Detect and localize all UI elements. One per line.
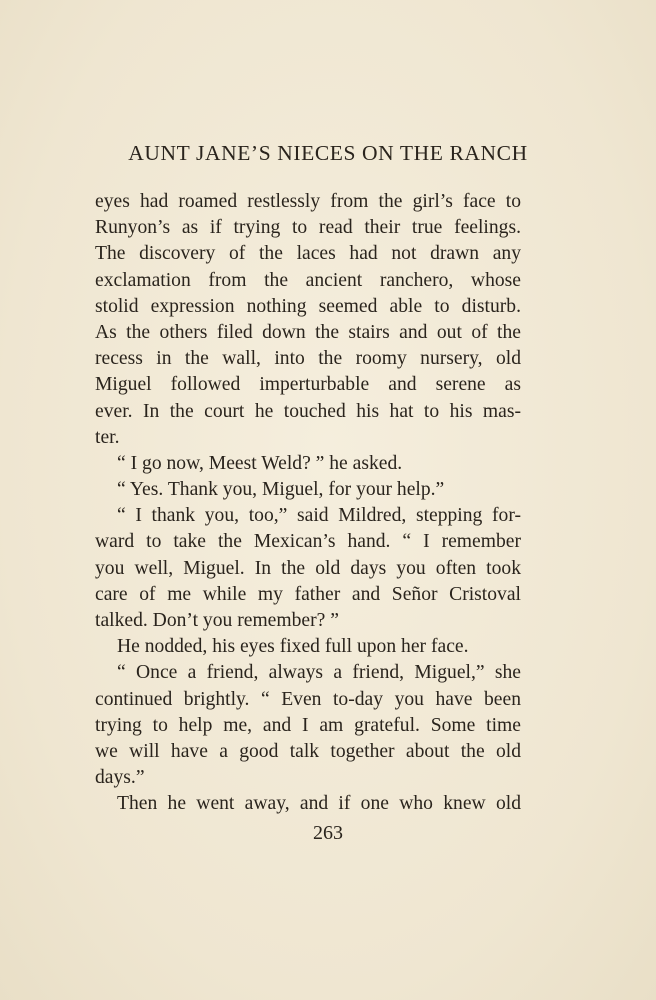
text-line: stolid expression nothing seemed able to disturb.	[95, 295, 521, 317]
text-line: “ I go now, Meest Weld? ” he asked.	[117, 452, 403, 474]
text-line: you well, Miguel. In the old days you often took	[95, 557, 521, 579]
text-line: Then he went away, and if one who knew old	[117, 793, 521, 815]
text-line: care of me while my father and Señor Cristoval	[95, 583, 521, 605]
text-line: continued brightly. “ Even to-day you have been	[95, 688, 521, 710]
text-line: He nodded, his eyes fixed full upon her face.	[117, 636, 469, 658]
text-line: ever. In the court he touched his hat to his mas-	[95, 400, 521, 422]
text-line: we will have a good talk together about the old	[95, 740, 521, 762]
text-line: “ Once a friend, always a friend, Miguel,” she	[117, 662, 521, 684]
text-line: exclamation from the ancient ranchero, whose	[95, 269, 521, 291]
text-line: talked. Don’t you remember? ”	[95, 610, 339, 631]
text-line: ward to take the Mexican’s hand. “ I remember	[95, 531, 521, 553]
page-number: 263	[313, 822, 343, 844]
text-line: eyes had roamed restlessly from the girl’s face to	[95, 191, 521, 212]
text-line: “ I thank you, too,” said Mildred, stepping for-	[117, 505, 521, 527]
text-line: recess in the wall, into the roomy nursery, old	[95, 348, 521, 370]
text-line: Miguel followed imperturbable and serene as	[95, 374, 521, 396]
running-head: AUNT JANE’S NIECES ON THE RANCH	[128, 141, 528, 165]
text-line: “ Yes. Thank you, Miguel, for your help.”	[117, 479, 445, 501]
text-line: trying to help me, and I am grateful. Some time	[95, 714, 521, 736]
text-line: Runyon’s as if trying to read their true feelings.	[95, 217, 521, 239]
body-text	[95, 189, 521, 818]
text-line: The discovery of the laces had not drawn any	[95, 243, 521, 265]
text-line: days.”	[95, 767, 145, 789]
text-line: ter.	[95, 426, 120, 448]
text-line: As the others filed down the stairs and out of the	[95, 321, 521, 343]
